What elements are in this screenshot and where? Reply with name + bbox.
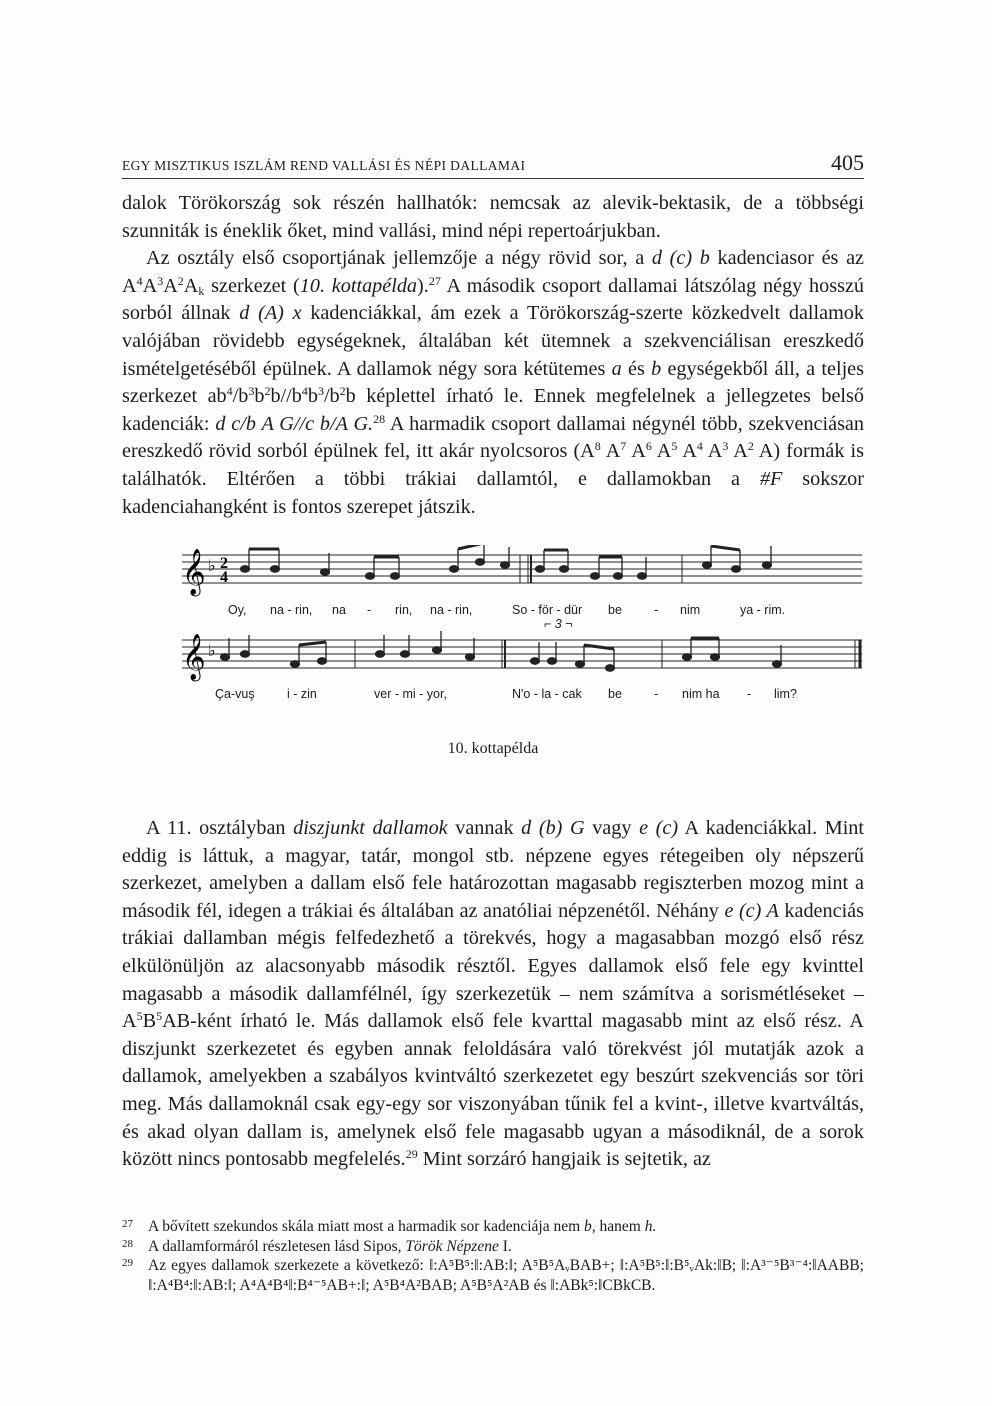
lyrics-line-2: Ça-vuş i - zin ver - mi - yor, N'o - la - cak be - nim ha - lim?	[215, 687, 797, 701]
footnote-27: 27 A bővített szekundos skála miatt most a harmadik sor kadenciája nem b, hanem h.	[122, 1218, 657, 1235]
treble-clef-icon: 𝄞	[182, 549, 206, 595]
body-text-bottom	[122, 815, 864, 1174]
footnote-ref-29: 29	[405, 1147, 418, 1162]
footnote-29: 29 Az egyes dallamok szerkezete a következő: ‖:A⁵B⁵:‖:AB:‖; A⁵B⁵AᵥBAB+; ‖:A⁵B⁵:‖:B⁵ᵥAk:‖B; ‖:A³⁻⁵B³⁻⁴:‖AABB; ‖:A⁴B⁴:‖:AB:‖; A⁴A⁴B⁴‖:B⁴⁻⁵AB+:‖; A⁵B⁴A²BAB; A⁵B⁵A²AB és ‖:ABk⁵:‖CBkCB.	[122, 1257, 864, 1294]
paragraph-class-10: Az osztály első csoportjának jellemzője a négy rövid sor, a d (c) b kadenciasor és az $A^4A^3A^2A_k$ szerkezet (10. kottapélda).$^{27}$ A második csoport dallamai látszólag négy hosszú sorból állnak d (A) x kadenciákkal, ám ezek a Törökország-szerte közkedvelt dallamok valójában rövidebb egységeknek, általában két ütemnek a szekvenciálisan ereszkedő ismételgetéséből épülnek. A dallamok négy sora kétütemes a és b egységekből áll, a teljes szerkezet $ab^4/b^3b^2b//b^4b^3/b^2b$ képlettel írható le. Ennek megfelelnek a jellegzetes belső kadenciák: d c/b A G//c b/A G.$^{28}$ A harmadik csoport dallamai négynél több, szekvenciásan ereszkedő rövid sorból épülnek fel, itt akár nyolcsoros ($A^8$ $A^7$ $A^6$ $A^5$ $A^4$ $A^3$ $A^2$ A) formák is találhatók. Eltérően a többi trákiai dallamtól, e dallamokban a #F sokszor kadenciahangként is fontos szerepet játszik.	[122, 247, 865, 518]
body-text-top	[122, 190, 864, 521]
flat-sign-icon: ♭	[208, 556, 216, 575]
footnote-ref-28: 28	[373, 411, 386, 426]
time-signature-bottom: 4	[220, 569, 228, 586]
paragraph-class-11: A 11. osztályban diszjunkt dallamok vannak d (b) G vagy e (c) A kadenciákkal. Mint eddig is láttuk, a magyar, tatár, mongol stb. népzene egyes rétegeiben oly népszerű szerkezet, amelyben a dallam első fele határozottan magasabb regiszterben mozog mint a második fél, idegen a trákiai és általában az anatóliai népzenétől. Néhány e (c) A kadenciás trákiai dallamban mégis felfedezhető a törekvés, hogy a magasabban mozgó első rész elkülönüljön az alacsonyabb második résztől. Egyes dallamok első fele egy kvinttel magasabb a második dallamfélnél, így szerkezetük – nem számítva a sorismétléseket – $A^5B^5AB$-ként írható le. Más dallamok első fele kvarttal magasabb mint az első rész. A diszjunkt szerkezetet és egyben annak feloldására való törekvést jól mutatják azok a dallamok, amelyekben a szabályos kvintváltó szerkezetet egy beszúrt szekvenciás sor töri meg. Más dallamoknál csak egy-egy sor viszonyában tűnik fel a kvint-, illetve kvartváltás, és akad olyan dallam is, amelynek első fele magasabb ugyan a másodiknál, de a sorok között nincs pontosabb megfelelés.$^{29}$ Mint sorzáró hangjaik is sejtetik, az	[122, 817, 865, 1171]
footnotes	[122, 1217, 864, 1295]
running-title: EGY MISZTIKUS ISZLÁM REND VALLÁSI ÉS NÉPI DALLAMAI	[122, 158, 526, 173]
notes-staff-2	[221, 631, 782, 671]
footnote-ref-27: 27	[428, 273, 441, 288]
music-example-reference: 10. kottapélda	[299, 274, 418, 297]
triplet-marker: ⌐ 3 ¬	[544, 617, 573, 631]
footnote-28: 28 A dallamformáról részletesen lásd Sipos, Török Népzene I.	[122, 1237, 512, 1255]
staff-1	[182, 555, 862, 583]
flat-sign-icon: ♭	[208, 641, 216, 660]
running-header	[122, 150, 864, 179]
treble-clef-icon: 𝄞	[182, 634, 206, 680]
staff-2	[182, 640, 862, 668]
time-signature-top: 2	[220, 555, 228, 572]
page-number: 405	[831, 150, 864, 175]
lyrics-line-1: Oy, na - rin, na - rin, na - rin, So - för - dür be - nim ya - rim.	[228, 603, 786, 617]
paragraph-continuation: dalok Törökország sok részén hallhatók: nemcsak az alevik-bektasik, de a többségi szunniták is éneklik őket, mind vallási, mind népi repertoárjukban.	[122, 192, 864, 242]
music-caption: 10. kottapélda	[447, 740, 539, 757]
